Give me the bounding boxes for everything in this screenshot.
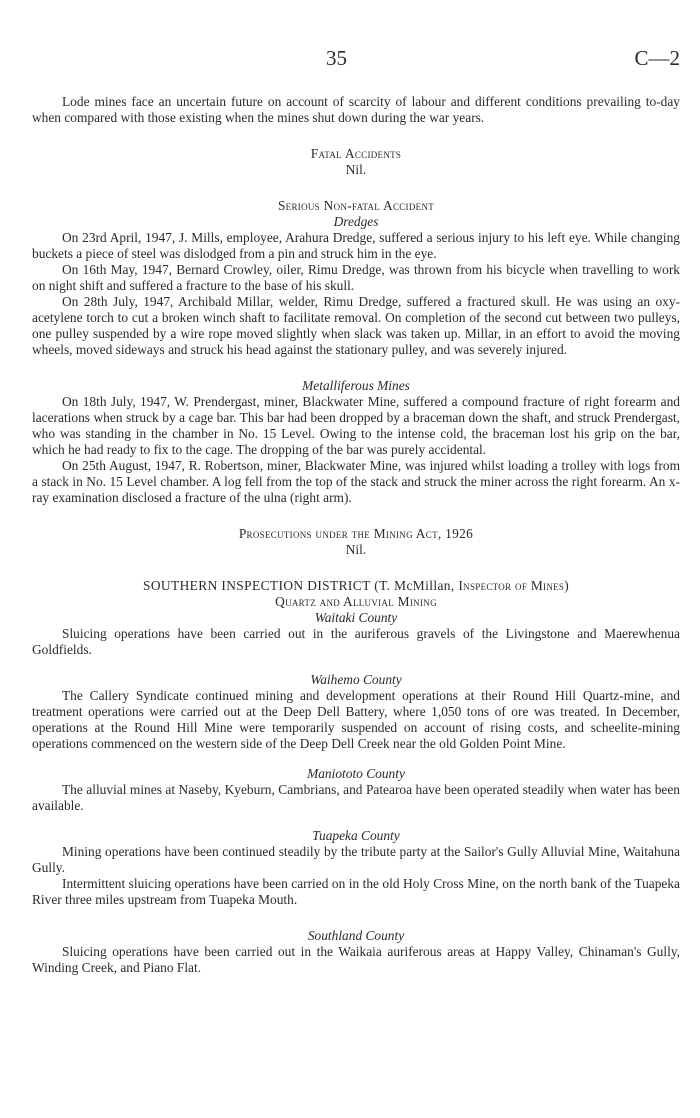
dredges-paragraph: On 28th July, 1947, Archibald Millar, welder, Rimu Dredge, suffered a fractured skull. He was using an oxy-acetylene torch to cut a broken winch shaft to facilitate removal. On completion of the second cut between two pulleys, one pulley suspended by a wire rope moved slightly when slack was taken up. Millar, in an effort to avoid the moving wheels, moved sideways and struck his head against the stationary pulley, and was severely injured. xyxy=(32,294,680,357)
county-paragraph: Sluicing operations have been carried out in the auriferous gravels of the Livingstone and Maerewhenua Goldfields. xyxy=(32,626,680,657)
county-paragraph: The alluvial mines at Naseby, Kyeburn, Cambrians, and Patearoa have been operated steadily when water has been available. xyxy=(32,782,680,813)
intro-paragraph: Lode mines face an uncertain future on account of scarcity of labour and different conditions prevailing to-day when compared with those existing when the mines shut down during the war years. xyxy=(32,94,680,125)
county-heading: Southland County xyxy=(307,928,405,943)
dredges-heading: Dredges xyxy=(333,214,379,229)
fatal-accidents-heading: Fatal Accidents xyxy=(310,146,402,161)
page-header xyxy=(32,46,680,70)
district-title: SOUTHERN INSPECTION DISTRICT (T. McMillan, xyxy=(143,578,455,593)
dredges-paragraph: On 16th May, 1947, Bernard Crowley, oiler, Rimu Dredge, was thrown from his bicycle when travelling to work on night shift and suffered a fracture to the base of his skull. xyxy=(32,262,680,293)
quartz-alluvial-heading: Quartz and Alluvial Mining xyxy=(275,594,437,609)
fatal-accidents-text: Nil. xyxy=(345,162,367,177)
page-content xyxy=(32,94,680,976)
district-heading xyxy=(32,578,680,594)
county-paragraph: Intermittent sluicing operations have been carried on in the old Holy Cross Mine, on the north bank of the Tuapeka River three miles upstream from Tuapeka Mouth. xyxy=(32,876,680,907)
county-paragraph: Sluicing operations have been carried out in the Waikaia auriferous areas at Happy Valley, Chinaman's Gully, Winding Creek, and Piano Flat. xyxy=(32,944,680,975)
district-inspector: Inspector of Mines) xyxy=(458,578,569,593)
page-number: 35 xyxy=(326,46,347,70)
document-code: C—2 xyxy=(634,46,680,70)
dredges-paragraph: On 23rd April, 1947, J. Mills, employee, Arahura Dredge, suffered a serious injury to his left eye. While changing buckets a piece of steel was dislodged from a pin and struck him in the eye. xyxy=(32,230,680,261)
county-heading: Tuapeka County xyxy=(312,828,400,843)
metalliferous-heading: Metalliferous Mines xyxy=(302,378,410,393)
prosecutions-text: Nil. xyxy=(345,542,367,557)
serious-accident-heading: Serious Non-fatal Accident xyxy=(277,198,435,213)
county-heading: Waitaki County xyxy=(314,610,398,625)
county-heading: Waihemo County xyxy=(310,672,402,687)
metalliferous-paragraph: On 18th July, 1947, W. Prendergast, miner, Blackwater Mine, suffered a compound fracture of right forearm and lacerations when struck by a cage bar. This bar had been dropped by a braceman down the shaft, and struck Prendergast, who was standing in the chamber in No. 15 Level. Owing to the intense cold, the braceman lost his grip on the bar, which he had ready to fix to the cage. The dropping of the bar was purely accidental. xyxy=(32,394,680,457)
county-paragraph: The Callery Syndicate continued mining and development operations at their Round Hill Quartz-mine, and treatment operations were carried out at the Deep Dell Battery, where 1,050 tons of ore was treated. In December, operations at the Round Hill Mine were temporarily suspended on account of rising costs, and scheelite-mining operations commenced on the western side of the Deep Dell Creek near the old Golden Point Mine. xyxy=(32,688,680,751)
county-heading: Maniototo County xyxy=(307,766,405,781)
county-paragraph: Mining operations have been continued steadily by the tribute party at the Sailor's Gully Alluvial Mine, Waitahuna Gully. xyxy=(32,844,680,875)
metalliferous-paragraph: On 25th August, 1947, R. Robertson, miner, Blackwater Mine, was injured whilst loading a trolley with logs from a stack in No. 15 Level chamber. A log fell from the top of the stack and struck the miner across the right forearm. An x-ray examination disclosed a fracture of the ulna (right arm). xyxy=(32,458,680,505)
prosecutions-heading: Prosecutions under the Mining Act, 1926 xyxy=(238,526,474,541)
